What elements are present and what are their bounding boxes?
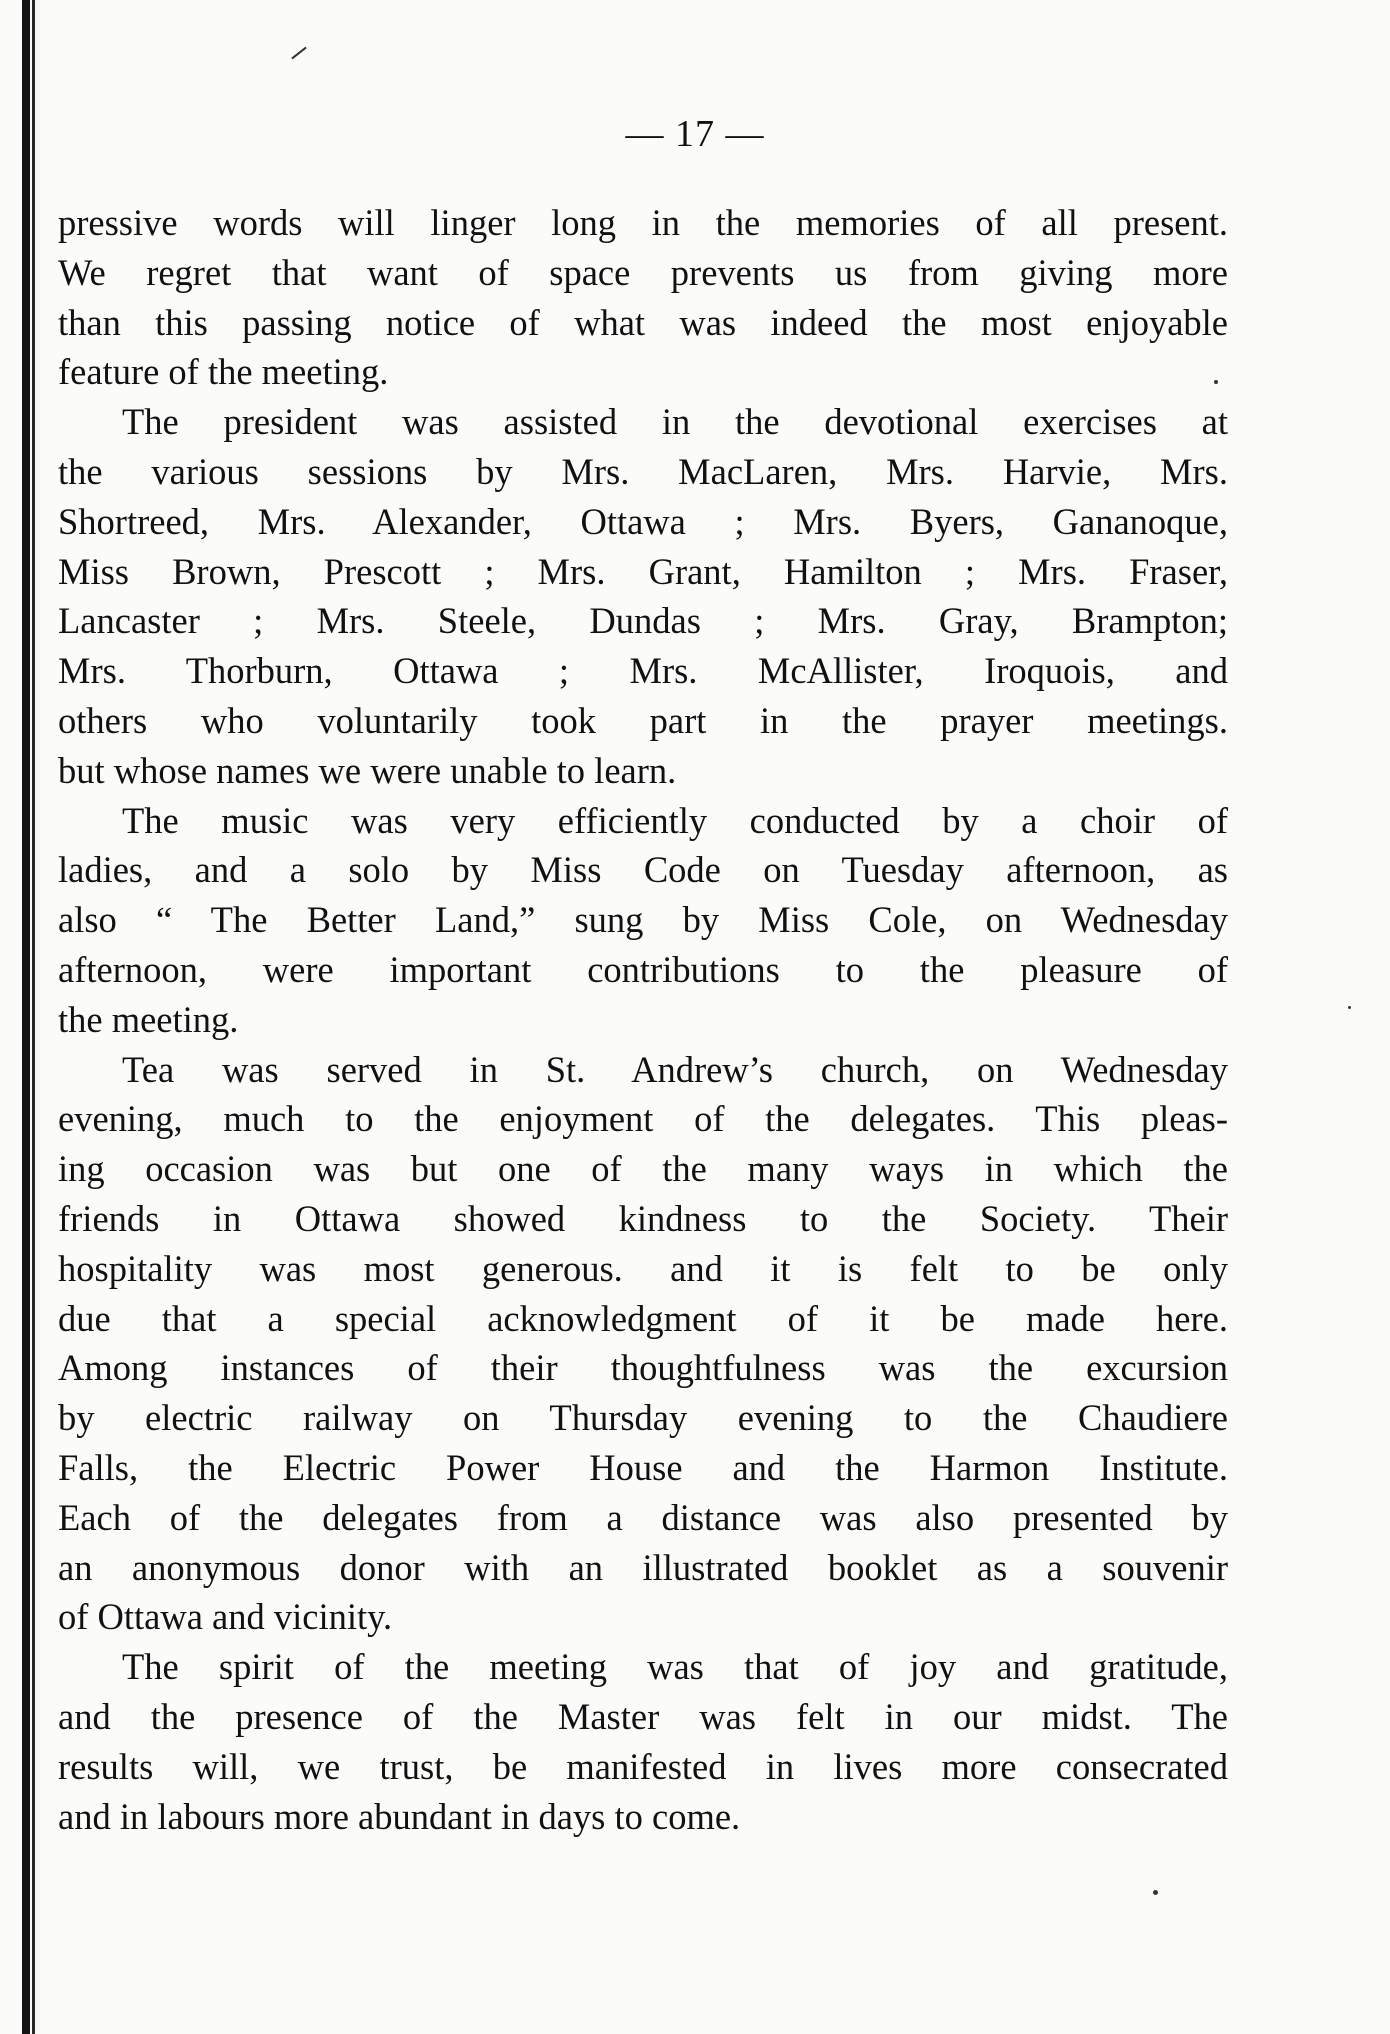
text-line: The president was assisted in the devotional exercises at	[122, 401, 1228, 443]
text-line: an anonymous donor with an illustrated booklet as a souvenir	[58, 1546, 1228, 1588]
text-line: due that a special acknowledgment of it be made here.	[58, 1297, 1228, 1339]
text-line: the various sessions by Mrs. MacLaren, Mrs. Harvie, Mrs.	[58, 450, 1228, 492]
text-line: evening, much to the enjoyment of the delegates. This pleas-	[58, 1098, 1228, 1140]
text-line: Tea was served in St. Andrew’s church, on Wednesday	[122, 1048, 1228, 1090]
text-line: also “ The Better Land,” sung by Miss Cole, on Wednesday	[58, 899, 1228, 941]
text-line: The music was very efficiently conducted by a choir of	[122, 799, 1228, 841]
text-line: others who voluntarily took part in the prayer meetings.	[58, 699, 1228, 741]
text-line: results will, we trust, be manifested in lives more consecrated	[58, 1745, 1228, 1787]
text-line: the meeting.	[58, 998, 239, 1040]
text-line: by electric railway on Thursday evening to the Chaudiere	[58, 1397, 1228, 1439]
scan-speck	[291, 47, 306, 60]
text-line: Each of the delegates from a distance was also presented by	[58, 1496, 1228, 1538]
text-line: Mrs. Thorburn, Ottawa ; Mrs. McAllister, Iroquois, and	[58, 650, 1228, 692]
text-line: than this passing notice of what was indeed the most enjoyable	[58, 301, 1228, 343]
text-line: Shortreed, Mrs. Alexander, Ottawa ; Mrs. Byers, Gananoque,	[58, 500, 1228, 542]
body-text	[58, 198, 1228, 1841]
text-line: but whose names we were unable to learn.	[58, 749, 677, 791]
text-line: We regret that want of space prevents us from giving more	[58, 251, 1228, 293]
text-line: Falls, the Electric Power House and the Harmon Institute.	[58, 1446, 1228, 1488]
text-line: ladies, and a solo by Miss Code on Tuesday afternoon, as	[58, 849, 1228, 891]
text-line: friends in Ottawa showed kindness to the Society. Their	[58, 1197, 1228, 1239]
text-line: of Ottawa and vicinity.	[58, 1596, 393, 1638]
text-line: ing occasion was but one of the many ways in which the	[58, 1148, 1228, 1190]
scan-speck	[1153, 1890, 1158, 1895]
text-line: Among instances of their thoughtfulness was the excursion	[58, 1347, 1228, 1389]
binding-edge-shadow	[32, 0, 35, 2034]
text-line: pressive words will linger long in the memories of all present.	[58, 202, 1228, 243]
text-line: The spirit of the meeting was that of joy and gratitude,	[122, 1646, 1228, 1688]
text-line: and in labours more abundant in days to come.	[58, 1795, 741, 1837]
text-line: and the presence of the Master was felt in our midst. The	[58, 1695, 1228, 1737]
text-line: Lancaster ; Mrs. Steele, Dundas ; Mrs. Gray, Brampton;	[58, 600, 1228, 642]
text-line: feature of the meeting.	[58, 351, 389, 393]
text-line: Miss Brown, Prescott ; Mrs. Grant, Hamilton ; Mrs. Fraser,	[58, 550, 1228, 592]
binding-edge	[22, 0, 30, 2034]
text-line: afternoon, were important contributions to the pleasure of	[58, 948, 1228, 990]
scan-speck	[1348, 1006, 1351, 1009]
page-number: — 17 —	[625, 113, 765, 155]
text-line: hospitality was most generous. and it is felt to be only	[58, 1247, 1228, 1289]
